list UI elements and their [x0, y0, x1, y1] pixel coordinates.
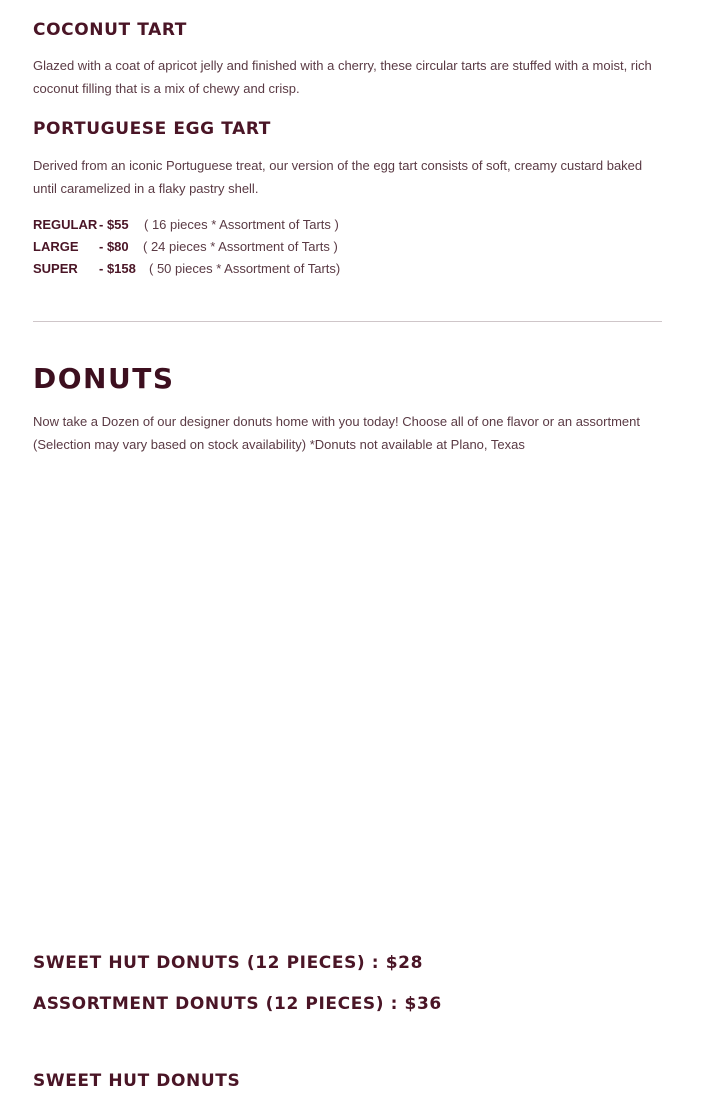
price-size-label: REGULAR — [33, 217, 98, 232]
section-divider — [33, 321, 662, 322]
price-amount: - $158 — [99, 261, 136, 276]
donuts-heading: DONUTS — [33, 362, 175, 395]
price-description: ( 24 pieces * Assortment of Tarts ) — [143, 239, 338, 254]
donuts-image-area — [33, 470, 662, 930]
donuts-description: Now take a Dozen of our designer donuts home with you today! Choose all of one flavor or an assortment (Selection may vary based on stock availability) *Donuts not available at Plano, Texas — [33, 414, 641, 452]
price-amount: - $80 — [99, 239, 129, 254]
coconut-tart-heading: COCONUT TART — [33, 20, 187, 40]
coconut-tart-description: Glazed with a coat of apricot jelly and finished with a cherry, these circular tarts are stuffed with a moist, rich coconut filling that is a mix of chewy and crisp. — [33, 58, 652, 96]
price-description: ( 50 pieces * Assortment of Tarts) — [149, 261, 341, 276]
price-size-label: SUPER — [33, 261, 78, 276]
egg-tart-heading: PORTUGUESE EGG TART — [33, 119, 271, 139]
price-size-label: LARGE — [33, 239, 79, 254]
price-description: ( 16 pieces * Assortment of Tarts ) — [144, 217, 339, 232]
sweet-hut-donuts-heading: SWEET HUT DONUTS — [33, 1071, 241, 1091]
assortment-donuts-price: ASSORTMENT DONUTS (12 PIECES) : $36 — [33, 994, 442, 1014]
egg-tart-description: Derived from an iconic Portuguese treat, our version of the egg tart consists of soft, creamy custard baked until caramelized in a flaky pastry shell. — [33, 158, 643, 196]
price-amount: - $55 — [99, 217, 129, 232]
sweet-hut-donuts-price: SWEET HUT DONUTS (12 PIECES) : $28 — [33, 953, 424, 973]
